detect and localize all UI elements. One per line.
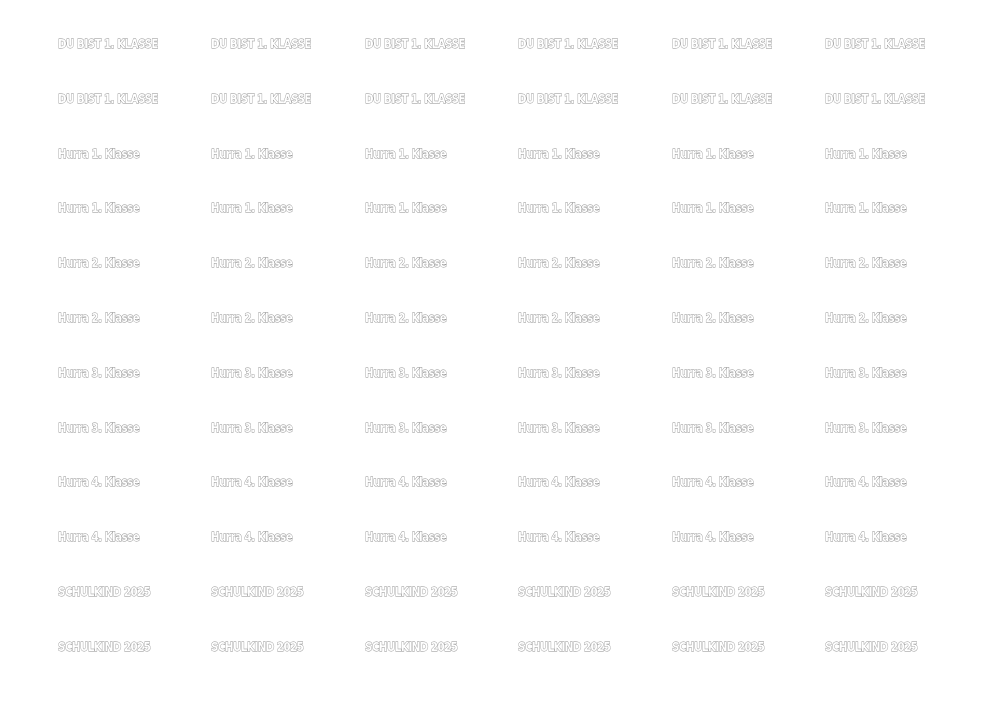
label-hurra-3-klasse: Hurra 3. Klasse <box>58 364 140 380</box>
label-hurra-2-klasse: Hurra 2. Klasse <box>518 255 600 271</box>
label-schulkind-2025: SCHULKIND 2025 <box>58 638 151 654</box>
label-hurra-2-klasse: Hurra 2. Klasse <box>671 309 753 325</box>
label-schulkind-2025: SCHULKIND 2025 <box>518 583 611 599</box>
label-hurra-4-klasse: Hurra 4. Klasse <box>671 529 753 545</box>
label-hurra-3-klasse: Hurra 3. Klasse <box>211 364 293 380</box>
label-du-bist-1-klasse: DU BIST 1. KLASSE <box>824 36 925 51</box>
label-hurra-4-klasse: Hurra 4. Klasse <box>211 474 293 490</box>
label-schulkind-2025: SCHULKIND 2025 <box>364 638 458 654</box>
label-hurra-1-klasse: Hurra 1. Klasse <box>671 145 753 161</box>
label-hurra-1-klasse: Hurra 1. Klasse <box>518 200 600 216</box>
label-hurra-1-klasse: Hurra 1. Klasse <box>671 200 753 216</box>
label-hurra-3-klasse: Hurra 3. Klasse <box>518 419 600 435</box>
label-hurra-2-klasse: Hurra 2. Klasse <box>364 309 446 325</box>
label-du-bist-1-klasse: DU BIST 1. KLASSE <box>671 36 772 51</box>
label-hurra-3-klasse: Hurra 3. Klasse <box>58 419 140 435</box>
label-schulkind-2025: SCHULKIND 2025 <box>671 583 764 599</box>
label-hurra-3-klasse: Hurra 3. Klasse <box>671 364 753 380</box>
label-hurra-2-klasse: Hurra 2. Klasse <box>824 255 907 271</box>
label-hurra-2-klasse: Hurra 2. Klasse <box>671 255 753 271</box>
label-hurra-1-klasse: Hurra 1. Klasse <box>211 145 293 161</box>
label-hurra-1-klasse: Hurra 1. Klasse <box>824 200 907 216</box>
label-schulkind-2025: SCHULKIND 2025 <box>824 583 918 599</box>
label-schulkind-2025: SCHULKIND 2025 <box>671 638 764 654</box>
label-hurra-4-klasse: Hurra 4. Klasse <box>211 529 293 545</box>
label-hurra-1-klasse: Hurra 1. Klasse <box>518 145 600 161</box>
label-du-bist-1-klasse: DU BIST 1. KLASSE <box>58 90 158 106</box>
label-du-bist-1-klasse: DU BIST 1. KLASSE <box>58 36 158 51</box>
label-du-bist-1-klasse: DU BIST 1. KLASSE <box>518 90 619 106</box>
label-hurra-3-klasse: Hurra 3. Klasse <box>364 364 446 380</box>
label-hurra-2-klasse: Hurra 2. Klasse <box>211 309 293 325</box>
label-du-bist-1-klasse: DU BIST 1. KLASSE <box>518 36 619 51</box>
label-hurra-1-klasse: Hurra 1. Klasse <box>364 200 446 216</box>
label-du-bist-1-klasse: DU BIST 1. KLASSE <box>364 36 465 51</box>
label-hurra-1-klasse: Hurra 1. Klasse <box>58 200 140 216</box>
label-hurra-3-klasse: Hurra 3. Klasse <box>671 419 753 435</box>
label-hurra-1-klasse: Hurra 1. Klasse <box>211 200 293 216</box>
label-schulkind-2025: SCHULKIND 2025 <box>58 583 151 599</box>
label-hurra-2-klasse: Hurra 2. Klasse <box>211 255 293 271</box>
label-hurra-4-klasse: Hurra 4. Klasse <box>364 474 446 490</box>
label-hurra-1-klasse: Hurra 1. Klasse <box>364 145 446 161</box>
label-hurra-3-klasse: Hurra 3. Klasse <box>211 419 293 435</box>
label-hurra-4-klasse: Hurra 4. Klasse <box>518 474 600 490</box>
label-du-bist-1-klasse: DU BIST 1. KLASSE <box>671 90 772 106</box>
label-du-bist-1-klasse: DU BIST 1. KLASSE <box>824 90 925 106</box>
label-hurra-4-klasse: Hurra 4. Klasse <box>58 529 140 545</box>
label-schulkind-2025: SCHULKIND 2025 <box>518 638 611 654</box>
label-hurra-4-klasse: Hurra 4. Klasse <box>58 474 140 490</box>
label-sheet <box>58 33 978 691</box>
label-du-bist-1-klasse: DU BIST 1. KLASSE <box>211 90 312 106</box>
label-du-bist-1-klasse: DU BIST 1. KLASSE <box>364 90 465 106</box>
label-hurra-2-klasse: Hurra 2. Klasse <box>58 255 140 271</box>
label-hurra-3-klasse: Hurra 3. Klasse <box>824 419 907 435</box>
label-hurra-2-klasse: Hurra 2. Klasse <box>824 309 907 325</box>
label-hurra-2-klasse: Hurra 2. Klasse <box>58 309 140 325</box>
label-du-bist-1-klasse: DU BIST 1. KLASSE <box>211 36 312 51</box>
label-schulkind-2025: SCHULKIND 2025 <box>364 583 458 599</box>
label-hurra-4-klasse: Hurra 4. Klasse <box>518 529 600 545</box>
label-hurra-4-klasse: Hurra 4. Klasse <box>824 474 907 490</box>
label-hurra-4-klasse: Hurra 4. Klasse <box>364 529 446 545</box>
label-hurra-1-klasse: Hurra 1. Klasse <box>58 145 140 161</box>
label-schulkind-2025: SCHULKIND 2025 <box>211 638 304 654</box>
label-hurra-2-klasse: Hurra 2. Klasse <box>518 309 600 325</box>
label-hurra-4-klasse: Hurra 4. Klasse <box>671 474 753 490</box>
label-hurra-2-klasse: Hurra 2. Klasse <box>364 255 446 271</box>
label-hurra-3-klasse: Hurra 3. Klasse <box>518 364 600 380</box>
label-hurra-4-klasse: Hurra 4. Klasse <box>824 529 907 545</box>
label-schulkind-2025: SCHULKIND 2025 <box>211 583 304 599</box>
label-hurra-3-klasse: Hurra 3. Klasse <box>824 364 907 380</box>
label-hurra-3-klasse: Hurra 3. Klasse <box>364 419 446 435</box>
label-hurra-1-klasse: Hurra 1. Klasse <box>824 145 907 161</box>
label-schulkind-2025: SCHULKIND 2025 <box>824 638 918 654</box>
